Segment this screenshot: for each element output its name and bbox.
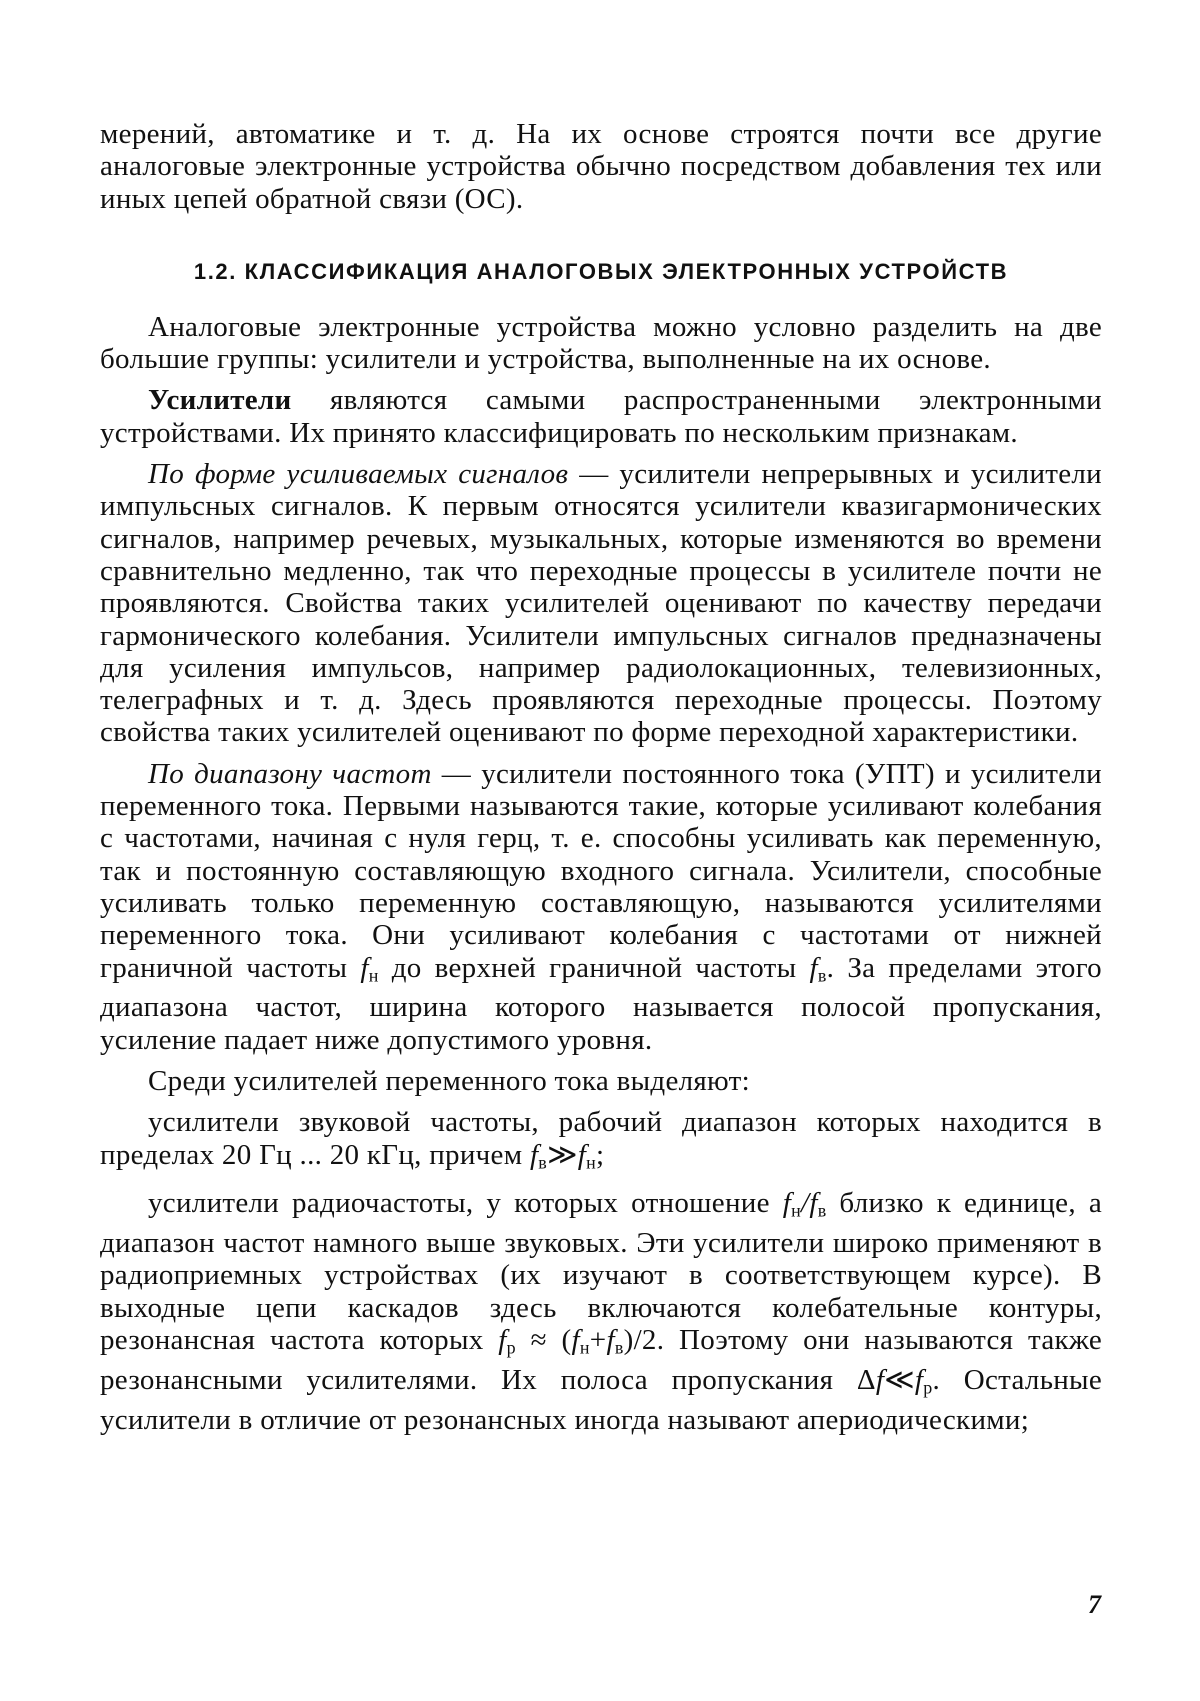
symbol-f-high: $f_в$ bbox=[809, 951, 827, 986]
rf-text-3: . Поэтому они называются также резонансными усилителями. Их полоса пропускания bbox=[100, 1323, 1103, 1396]
rf-text-1: усилители радиочастоты, у которых отношение bbox=[148, 1187, 783, 1220]
freq-range-lead: По диапазону частот bbox=[148, 757, 432, 790]
freq-range-text-3: . За пределами этого диапазона частот, ширина которого называется полосой пропускания, усиление падает ниже допустимого уровня. bbox=[100, 951, 1102, 1056]
symbol-f-low-sum: $f_н$ bbox=[571, 1323, 590, 1358]
page-body bbox=[100, 118, 1102, 1436]
intro-paragraph: мерений, автоматике и т. д. На их основе строятся почти все другие аналоговые электронные устройства обычно посредством добавления тех или иных цепей обратной связи (ОС). bbox=[100, 118, 1102, 215]
paragraph-amplifiers bbox=[100, 384, 1102, 449]
symbol-f-high-audio: $f_в$ bbox=[529, 1138, 548, 1172]
plus-sign: + bbox=[589, 1323, 607, 1356]
freq-range-text-2: до верхней граничной частоты bbox=[378, 951, 810, 984]
paragraph-audio-amplifiers bbox=[100, 1106, 1102, 1178]
symbol-f-low-audio: $f_н$ bbox=[577, 1138, 597, 1172]
signal-form-text: — усилители непрерывных и усилители импульсных сигналов. К первым относятся усилители квазигармонических сигналов, например речевых, музыкальных, которые изменяются во времени сравнительно медленно, так что переходные процессы в усилителе почти не проявляются. Свойства таких усилителей оценивают по качеству передачи гармонического колебания. Усилители импульсных сигналов предназначены для усиления импульсов, например радиолокационных, телевизионных, телеграфных и т. д. Здесь проявляются переходные процессы. Поэтому свойства таких усилителей оценивают по форме переходной характеристики. bbox=[100, 458, 1103, 749]
amplifiers-text: являются самыми распространенными электронными устройствами. Их принято классифицировать по нескольким признакам. bbox=[100, 384, 1102, 449]
section-heading: 1.2. КЛАССИФИКАЦИЯ АНАЛОГОВЫХ ЭЛЕКТРОННЫХ УСТРОЙСТВ bbox=[193, 258, 1009, 284]
symbol-ratio: $f_н/f_в$ bbox=[782, 1187, 827, 1221]
amplifiers-lead: Усилители bbox=[148, 384, 292, 417]
approx-open: ≈ ( bbox=[515, 1323, 572, 1356]
paragraph-groups: Аналоговые электронные устройства можно условно разделить на две большие группы: усилители и устройства, выполненные на их основе. bbox=[100, 310, 1102, 376]
paragraph-frequency-range bbox=[100, 758, 1102, 1056]
paragraph-ac-intro: Среди усилителей переменного тока выделяют: bbox=[148, 1064, 750, 1097]
much-less-sign: ≪ bbox=[884, 1363, 915, 1396]
much-greater-sign: ≫ bbox=[547, 1138, 578, 1171]
paragraph-signal-form bbox=[100, 458, 1102, 749]
paragraph-rf-amplifiers bbox=[100, 1187, 1102, 1436]
rf-text-4: . Остальные усилители в отличие от резонансных иногда называют апериодическими; bbox=[100, 1363, 1102, 1436]
symbol-f-res: $f_р$ bbox=[914, 1363, 933, 1398]
approx-close: )/2 bbox=[623, 1323, 657, 1356]
symbol-f-res-formula: $f_р$ bbox=[498, 1323, 516, 1358]
rf-text-2: близко к единице, а диапазон частот намного выше звуковых. Эти усилители широко применяют в радиоприемных устройствах (их изучают в соответствующем курсе). В выходные цепи каскадов здесь включаются колебательные контуры, резонансная частота которых bbox=[100, 1187, 1102, 1356]
symbol-f-high-sum: $f_в$ bbox=[606, 1323, 624, 1358]
freq-range-text-1: — усилители постоянного тока (УПТ) и усилители переменного тока. Первыми называются такие, которые усиливают колебания с частотами, начиная с нуля герц, т. е. способны усиливать как переменную, так и постоянную составляющую входного сигнала. Усилители, способные усиливать только переменную составляющую, называются усилителями переменного тока. Они усиливают колебания с частотами от нижней граничной частоты bbox=[100, 757, 1102, 984]
signal-form-lead: По форме усиливаемых сигналов bbox=[148, 458, 569, 491]
audio-text-2: ; bbox=[596, 1138, 605, 1171]
audio-text-1: усилители звуковой частоты, рабочий диапазон которых находится в пределах 20 Гц ... 20 кГц, причем bbox=[100, 1106, 1102, 1171]
symbol-f-low: $f_н$ bbox=[360, 951, 379, 986]
page-number: 7 bbox=[1088, 1590, 1101, 1619]
delta-sign: Δ bbox=[856, 1363, 876, 1396]
symbol-f-bandwidth: f bbox=[875, 1363, 885, 1396]
